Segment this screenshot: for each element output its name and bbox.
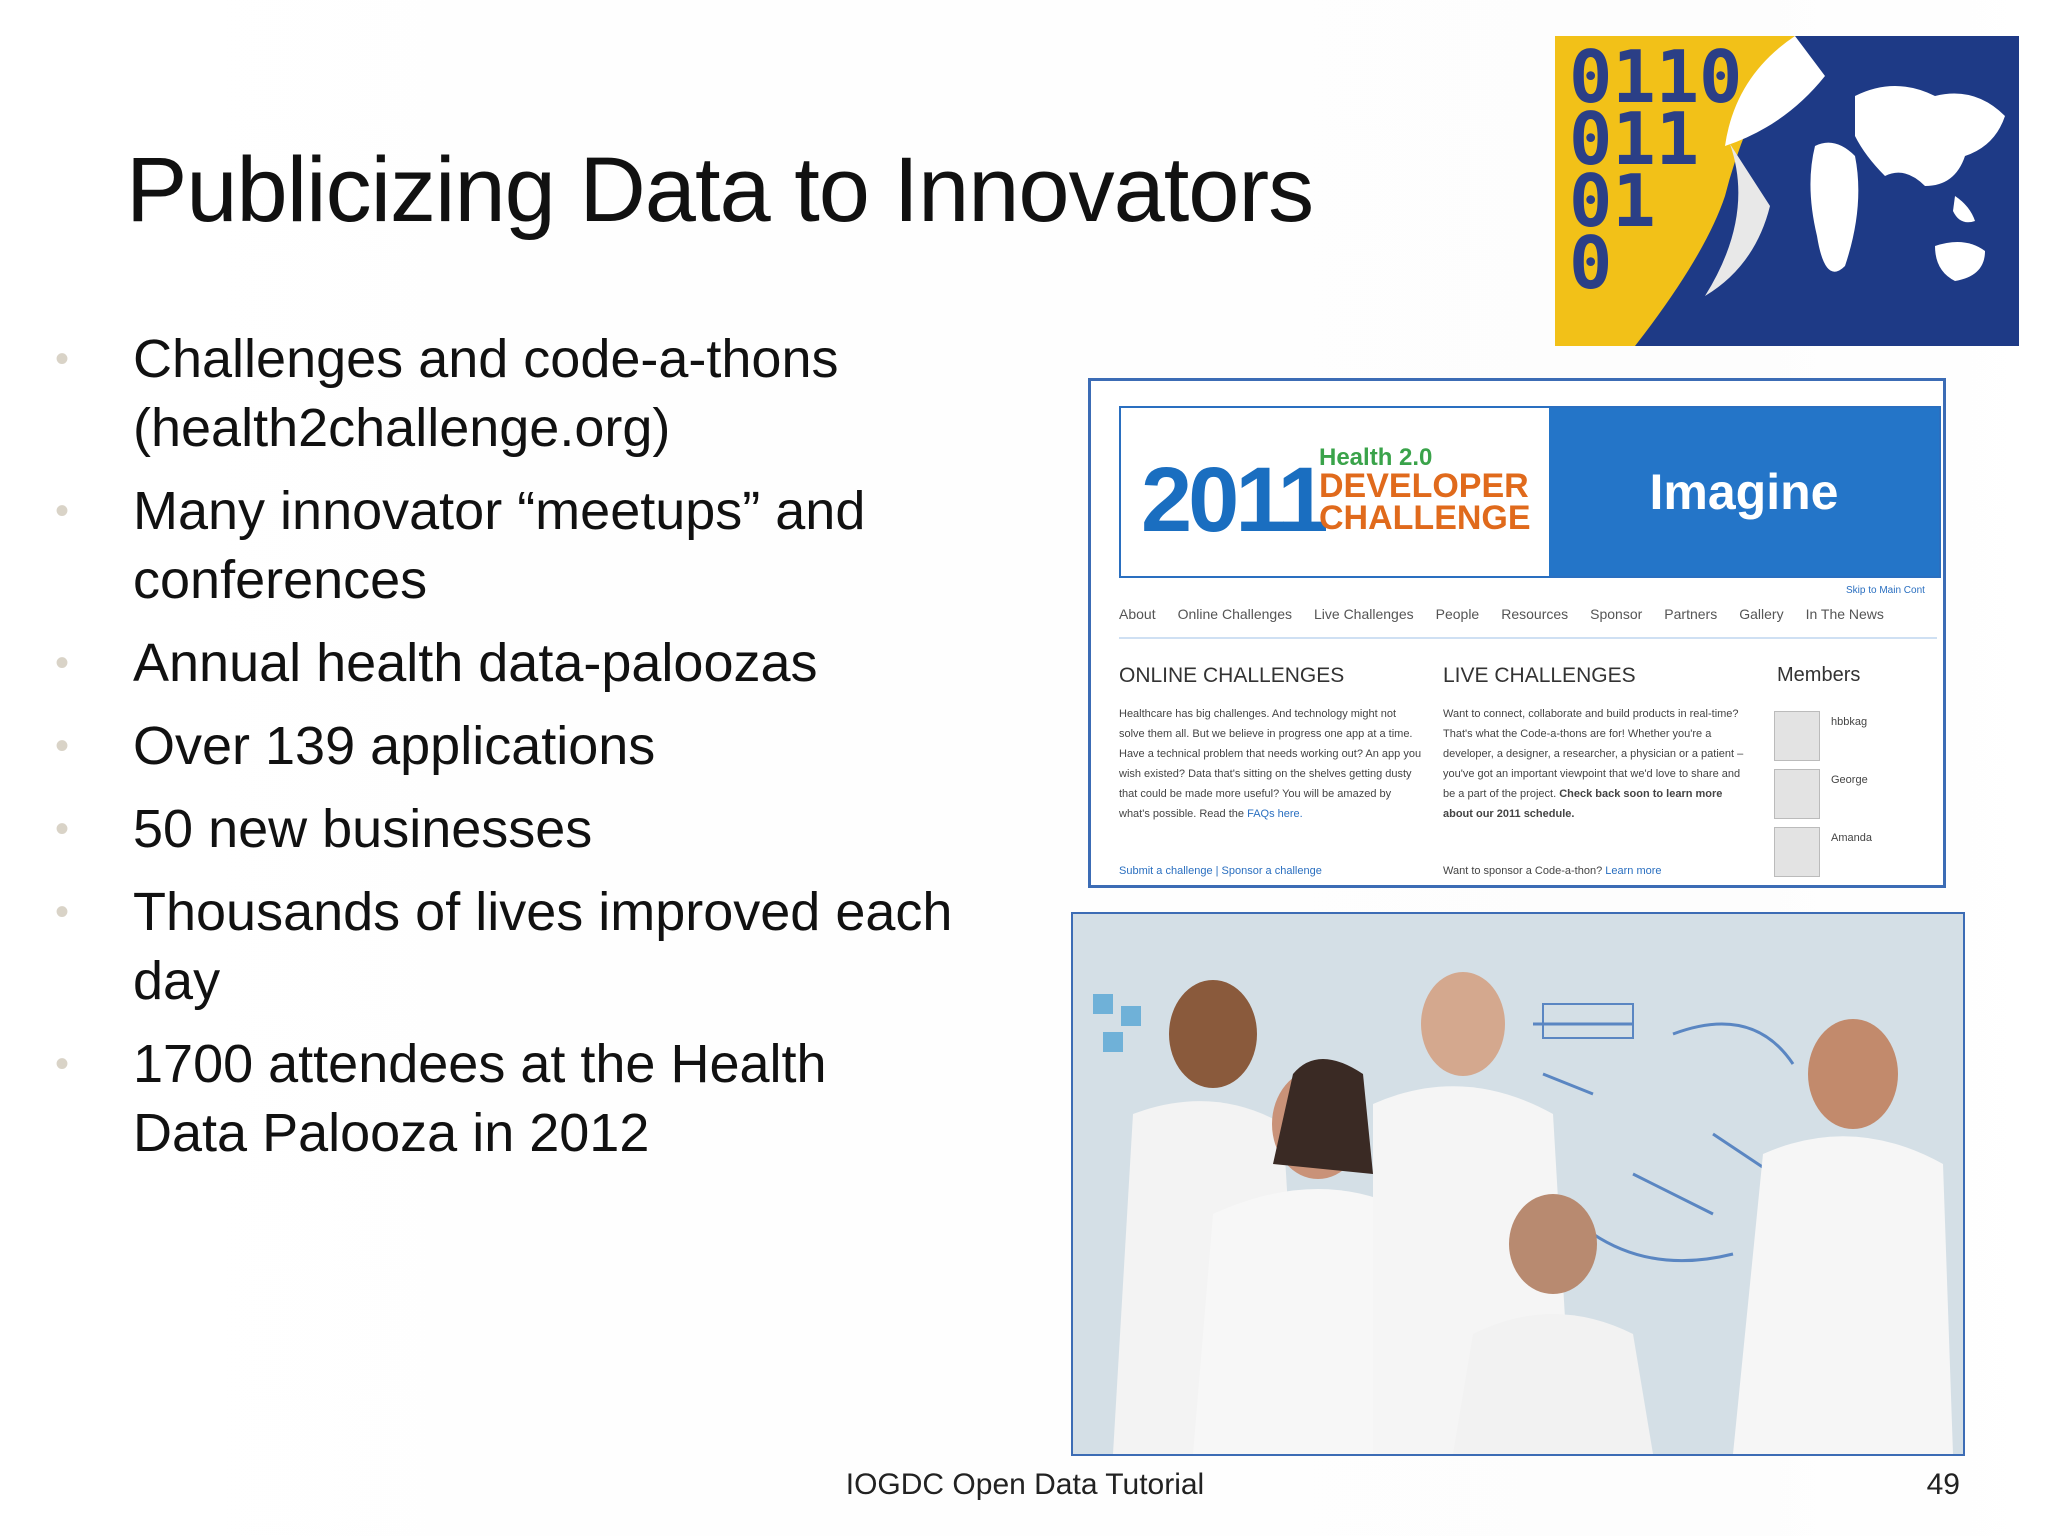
nav-item[interactable]: Online Challenges (1177, 606, 1292, 622)
nav-item[interactable]: About (1119, 606, 1156, 622)
bullet-text: Challenges and code-a-thons (health2challenge.org) (133, 329, 839, 458)
open-data-logo (1555, 36, 2019, 346)
member-avatar[interactable] (1774, 827, 1820, 877)
bullet-item (55, 795, 955, 864)
binary-row: 0110 (1569, 36, 1743, 119)
slide-number: 49 (1926, 1468, 1960, 1501)
online-challenges-text (1119, 704, 1424, 824)
member-avatar[interactable] (1774, 711, 1820, 761)
health20-text: Health 2.0 (1319, 444, 1433, 471)
banner-logo-area (1121, 408, 1549, 576)
skip-link[interactable]: Skip to Main Cont (1846, 585, 1925, 596)
banner-imagine-area (1549, 408, 1939, 576)
bullet-marker: • (55, 724, 70, 768)
nav-item[interactable]: People (1435, 606, 1480, 622)
sponsor-question: Want to sponsor a Code-a-thon? (1443, 865, 1603, 877)
bullet-text: 50 new businesses (133, 799, 593, 859)
bullet-list (55, 325, 955, 1182)
learn-more-link[interactable]: Learn more (1605, 865, 1662, 877)
challenge-line: CHALLENGE (1319, 499, 1531, 537)
member-name[interactable]: hbbkag (1831, 716, 1868, 728)
submit-sponsor-links[interactable]: Submit a challenge | Sponsor a challenge (1119, 865, 1322, 877)
nav-item[interactable]: Live Challenges (1314, 606, 1414, 622)
members-heading: Members (1777, 664, 1861, 686)
year-text: 2011 (1141, 449, 1325, 551)
bullet-marker: • (55, 337, 70, 381)
website-screenshot (1088, 378, 1946, 888)
bullet-item (55, 629, 955, 698)
member-avatar[interactable] (1774, 769, 1820, 819)
live-bold: Check back soon to learn more about our 2011 schedule. (1443, 788, 1723, 820)
nav-item[interactable]: In The News (1805, 606, 1884, 622)
world-map-icon (1555, 36, 2019, 346)
member-name[interactable]: George (1831, 774, 1868, 786)
bullet-item (55, 325, 955, 463)
bullet-text: Many innovator “meetups” and conferences (133, 481, 866, 610)
bullet-marker: • (55, 641, 70, 685)
slide-title: Publicizing Data to Innovators (126, 139, 1314, 241)
online-body: Healthcare has big challenges. And technology might not solve them all. But we believe in progress one app at a time. Have a technical problem that needs working out? An app you wish existed? Data that's sitting on the shelves getting dusty that could be made more useful? You will be amazed by what's possible. Read the (1119, 708, 1422, 820)
bullet-marker: • (55, 807, 70, 851)
faq-link[interactable]: FAQs here. (1247, 808, 1303, 820)
binary-row: 011 (1569, 97, 1700, 181)
nav-item[interactable]: Gallery (1739, 606, 1784, 622)
bullet-item (55, 878, 955, 1016)
bullet-text: Thousands of lives improved each day (133, 882, 953, 1011)
bullet-item (55, 1030, 955, 1168)
binary-row: 0 (1569, 221, 1613, 305)
developer-challenge-text (1319, 467, 1531, 537)
slide-footer: IOGDC Open Data Tutorial (845, 1468, 1205, 1501)
team-photo-illustration (1073, 914, 1963, 1454)
team-photo (1071, 912, 1965, 1456)
imagine-text: Imagine (1649, 464, 1839, 520)
live-challenges-heading: LIVE CHALLENGES (1443, 664, 1636, 687)
nav-divider (1119, 637, 1937, 639)
bullet-marker: • (55, 1042, 70, 1086)
bullet-item (55, 477, 955, 615)
nav-item[interactable]: Sponsor (1590, 606, 1643, 622)
binary-row: 01 (1569, 159, 1656, 243)
nav-item[interactable]: Resources (1501, 606, 1569, 622)
bullet-text: 1700 attendees at the Health Data Palooza in 2012 (133, 1034, 827, 1163)
nav-item[interactable]: Partners (1664, 606, 1718, 622)
bullet-marker: • (55, 890, 70, 934)
live-challenges-text (1443, 704, 1753, 824)
bullet-marker: • (55, 489, 70, 533)
live-body: Want to connect, collaborate and build products in real-time? That's what the Code-a-thons are for! Whether you're a developer, a designer, a researcher, a physician or a patient – you've got an important viewpoint that we'd love to share and be a part of the project. (1443, 708, 1744, 800)
member-name[interactable]: Amanda (1831, 832, 1872, 844)
bullet-text: Over 139 applications (133, 716, 656, 776)
challenge-banner (1119, 406, 1941, 578)
bullet-item (55, 712, 955, 781)
bullet-text: Annual health data-paloozas (133, 633, 818, 693)
online-challenges-heading: ONLINE CHALLENGES (1119, 664, 1345, 687)
developer-line: DEVELOPER (1319, 467, 1529, 505)
sponsor-codeathon-line (1443, 861, 1753, 881)
site-nav (1119, 606, 1937, 622)
